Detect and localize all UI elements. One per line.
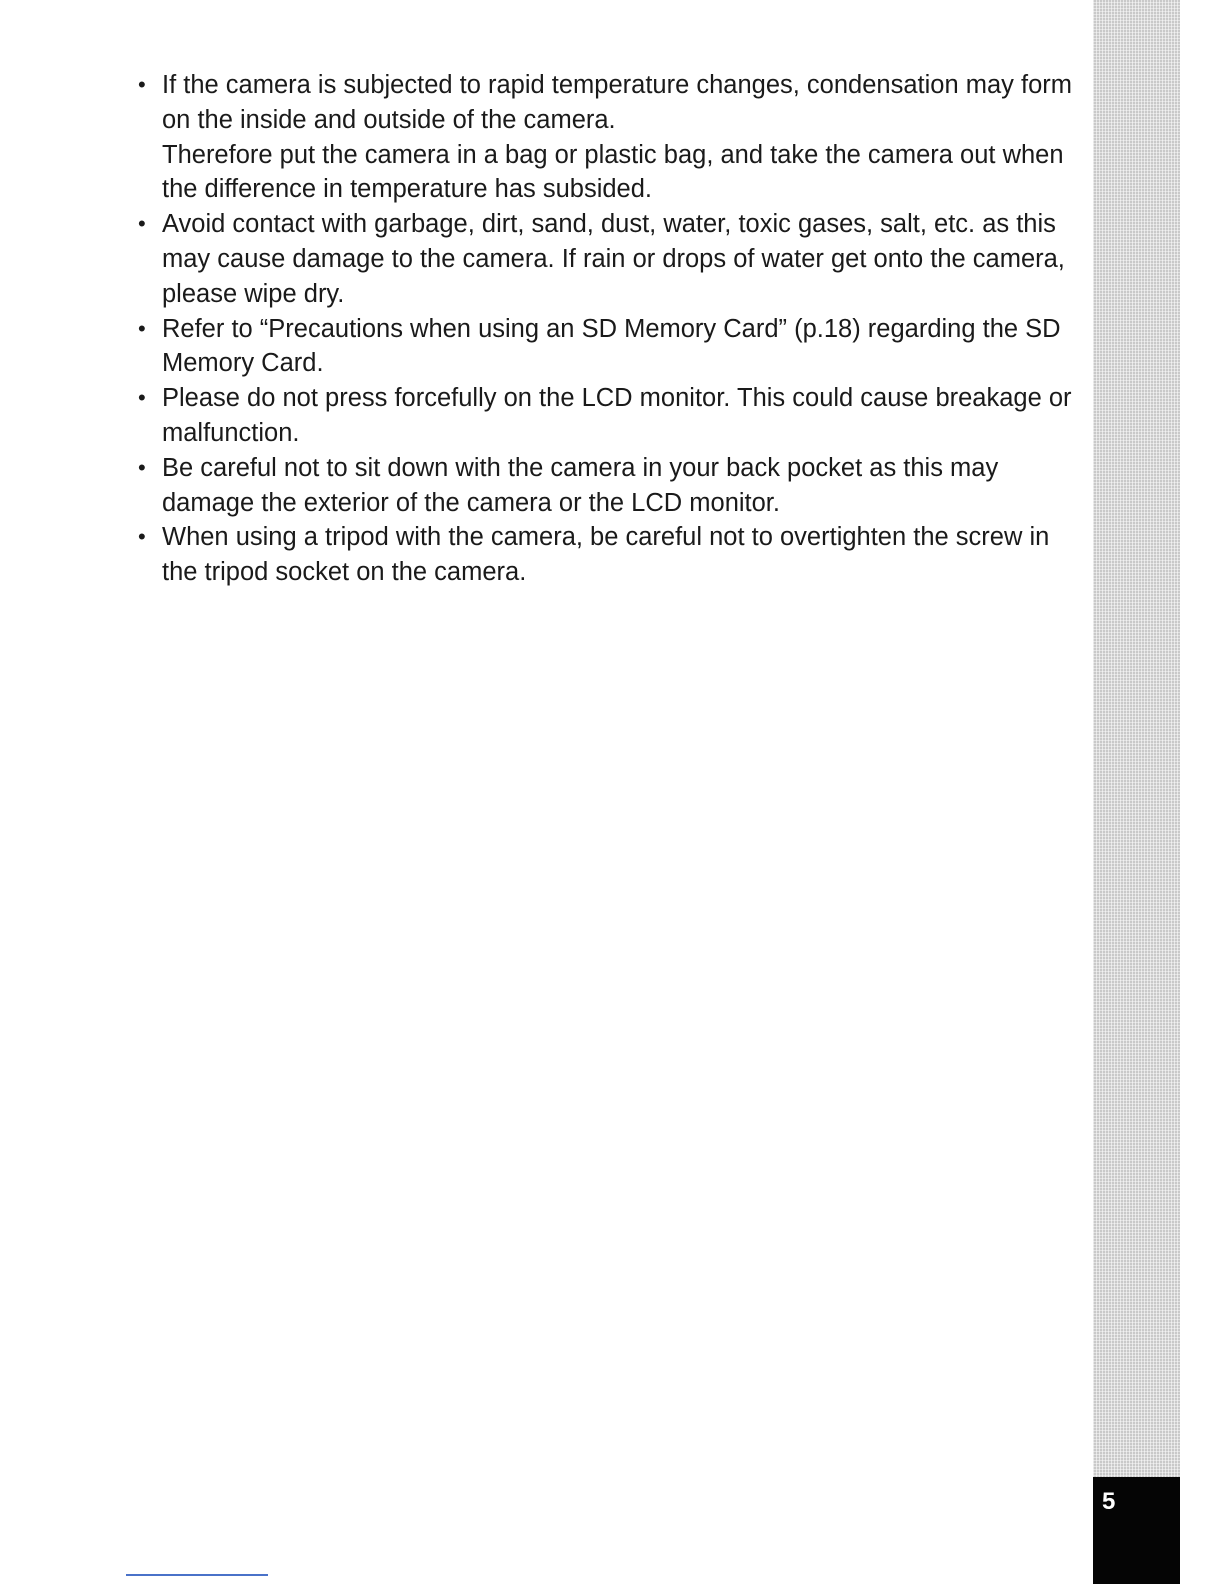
bullet-icon: • [138,454,146,480]
bullet-text: When using a tripod with the camera, be careful not to overtighten the screw in the tripod socket on the camera. [162,523,1050,587]
list-item [138,381,1078,451]
list-item [138,68,1078,207]
bullet-text: Please do not press forcefully on the LCD monitor. This could cause breakage or malfunction. [162,384,1072,447]
list-item [138,207,1078,311]
bullet-text: If the camera is subjected to rapid temperature changes, condensation may form on the inside and outside of the camera. [162,71,1072,134]
bullet-text-continued: Therefore put the camera in a bag or plastic bag, and take the camera out when the difference in temperature has subsided. [162,140,1064,204]
bullet-text: Avoid contact with garbage, dirt, sand, dust, water, toxic gases, salt, etc. as this may cause damage to the camera. If rain or drops of water get onto the camera, please wipe dry. [162,210,1065,308]
list-item [138,520,1078,590]
bullet-icon: • [138,524,146,550]
bullet-icon: • [138,72,146,97]
chapter-side-strip [1093,0,1180,1584]
page-number: 5 [1102,1488,1116,1515]
list-item [138,451,1078,521]
bullet-icon: • [138,385,146,411]
bullet-text: Refer to “Precautions when using an SD Memory Card” (p.18) regarding the SD Memory Card. [162,314,1061,378]
bullet-text: Be careful not to sit down with the camera in your back pocket as this may damage the exterior of the camera or the LCD monitor. [162,453,999,517]
footer-rule [126,1574,268,1576]
bullet-icon: • [138,315,146,341]
list-item [138,312,1078,382]
bullet-icon: • [138,211,146,237]
page-content [138,68,1078,590]
precautions-list [138,68,1078,590]
